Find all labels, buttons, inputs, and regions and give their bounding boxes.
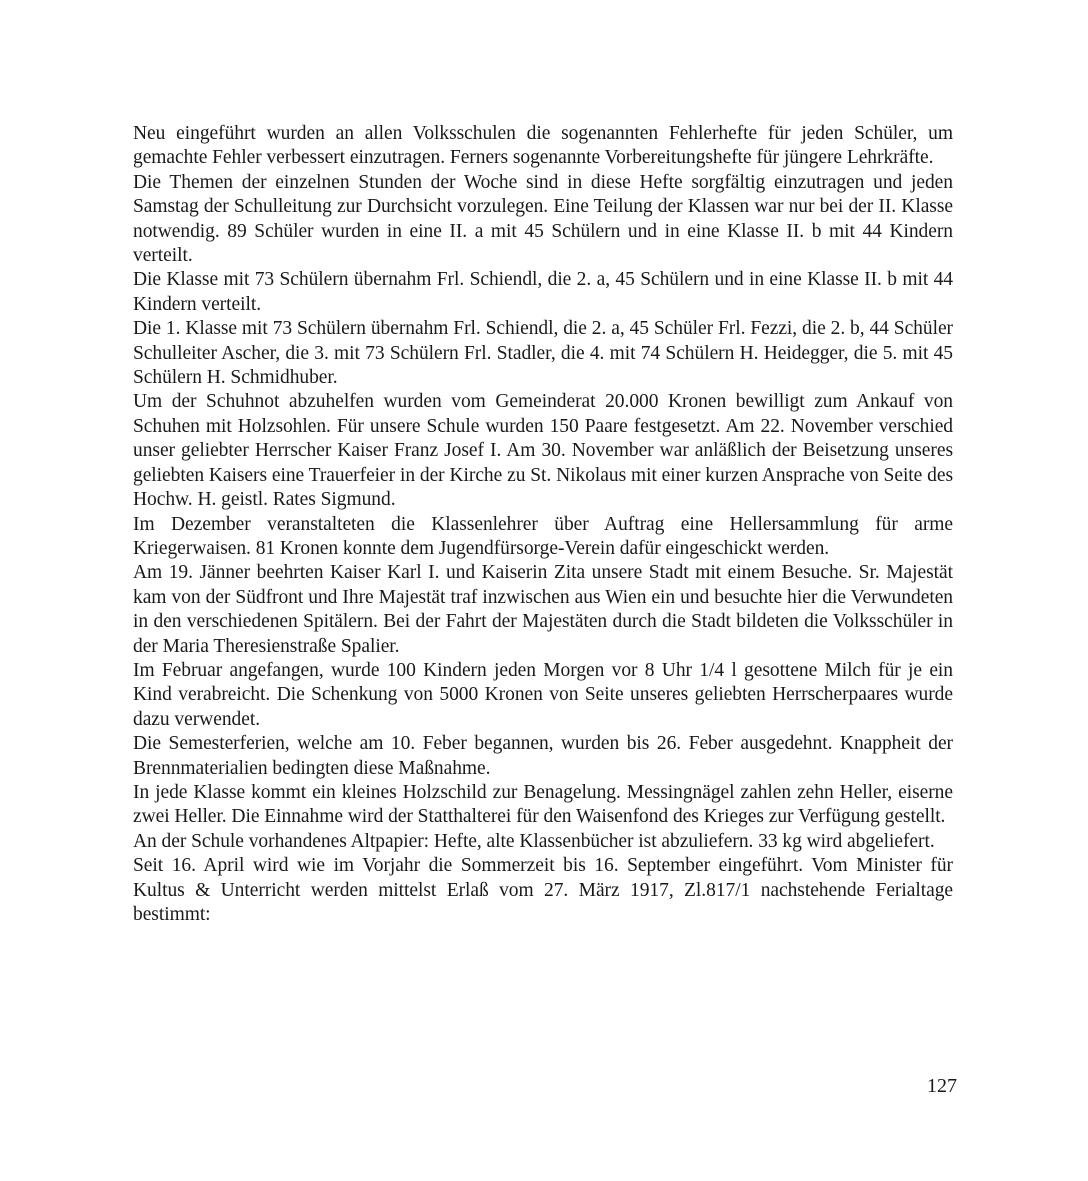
paragraph-schuhnot: Um der Schuhnot abzuhelfen wurden vom Gemeinderat 20.000 Kronen bewilligt zum Ankauf von Schuhen mit Holzsohlen. Für unsere Schule wurden 150 Paare festgesetzt. Am 22. November verschied unser geliebter Herrscher Kaiser Franz Josef I. Am 30. November war anläßlich der Beisetzung unseres geliebten Kaisers eine Trauerfeier in der Kirche zu St. Nikolaus mit einer kurzen Ansprache von Seite des Hochw. H. geistl. Rates Sigmund. [133,391,953,511]
paragraph-holzschild: In jede Klasse kommt ein kleines Holzschild zur Benagelung. Messingnägel zahlen zehn Heller, eiserne zwei Heller. Die Einnahme wird der Statthalterei für den Waisenfond des Krieges zur Verfügung gestellt. [133,781,953,828]
paragraph-fehlerhefte: Neu eingeführt wurden an allen Volksschulen die sogenannten Fehlerhefte für jeden Schüler, um gemachte Fehler verbessert einzutragen. Ferners sogenannte Vorbereitungshefte für jüngere Lehrkräfte. [133,123,953,169]
paragraph-semesterferien: Die Semesterferien, welche am 10. Feber begannen, wurden bis 26. Feber ausgedehnt. Knappheit der Brennmaterialien bedingten diese Maßnahme. [133,733,953,779]
paragraph-klasse-73: Die Klasse mit 73 Schülern übernahm Frl. Schiendl, die 2. a, 45 Schülern und in eine Klasse II. b mit 44 Kindern verteilt. [133,269,953,315]
paragraph-kaiserbesuch: Am 19. Jänner beehrten Kaiser Karl I. und Kaiserin Zita unsere Stadt mit einem Besuche. Sr. Majestät kam von der Südfront und Ihre Majestät traf inzwischen aus Wien ein und besuchte hier die Verwundeten in den verschiedenen Spitälern. Bei der Fahrt der Majestäten durch die Stadt bildeten die Volksschüler in der Maria Theresienstraße Spalier. [133,562,953,657]
paragraph-klassenverteilung: Die 1. Klasse mit 73 Schülern übernahm Frl. Schiendl, die 2. a, 45 Schüler Frl. Fezzi, die 2. b, 44 Schüler Schulleiter Ascher, die 3. mit 73 Schülern Frl. Stadler, die 4. mit 74 Schülern H. Heidegger, die 5. mit 45 Schülern H. Schmidhuber. [133,318,953,389]
paragraph-milch: Im Februar angefangen, wurde 100 Kindern jeden Morgen vor 8 Uhr 1/4 l gesottene Milch für je ein Kind verabreicht. Die Schenkung von 5000 Kronen von Seite unseres geliebten Herrscherpaares wurde dazu verwendet. [133,659,953,730]
paragraph-themen: Die Themen der einzelnen Stunden der Woche sind in diese Hefte sorgfältig einzutragen und jeden Samstag der Schulleitung zur Durchsicht vorzulegen. Eine Teilung der Klassen war nur bei der II. Klasse notwendig. 89 Schüler wurden in eine II. a mit 45 Schülern und in eine Klasse II. b mit 44 Kindern verteilt. [133,171,953,267]
paragraph-altpapier: An der Schule vorhandenes Altpapier: Hefte, alte Klassenbücher ist abzuliefern. 33 kg wird abgeliefert. [133,830,935,852]
paragraph-hellersammlung: Im Dezember veranstalteten die Klassenlehrer über Auftrag eine Hellersammlung für arme Kriegerwaisen. 81 Kronen konnte dem Jugendfürsorge-Verein dafür eingeschickt werden. [133,513,953,559]
paragraph-sommerzeit: Seit 16. April wird wie im Vorjahr die Sommerzeit bis 16. September eingeführt. Vom Minister für Kultus & Unterricht werden mittelst Erlaß vom 27. März 1917, Zl.817/1 nachstehende Ferialtage bestimmt: [133,855,953,925]
page-body [133,122,953,927]
page-number: 127 [927,1075,957,1097]
